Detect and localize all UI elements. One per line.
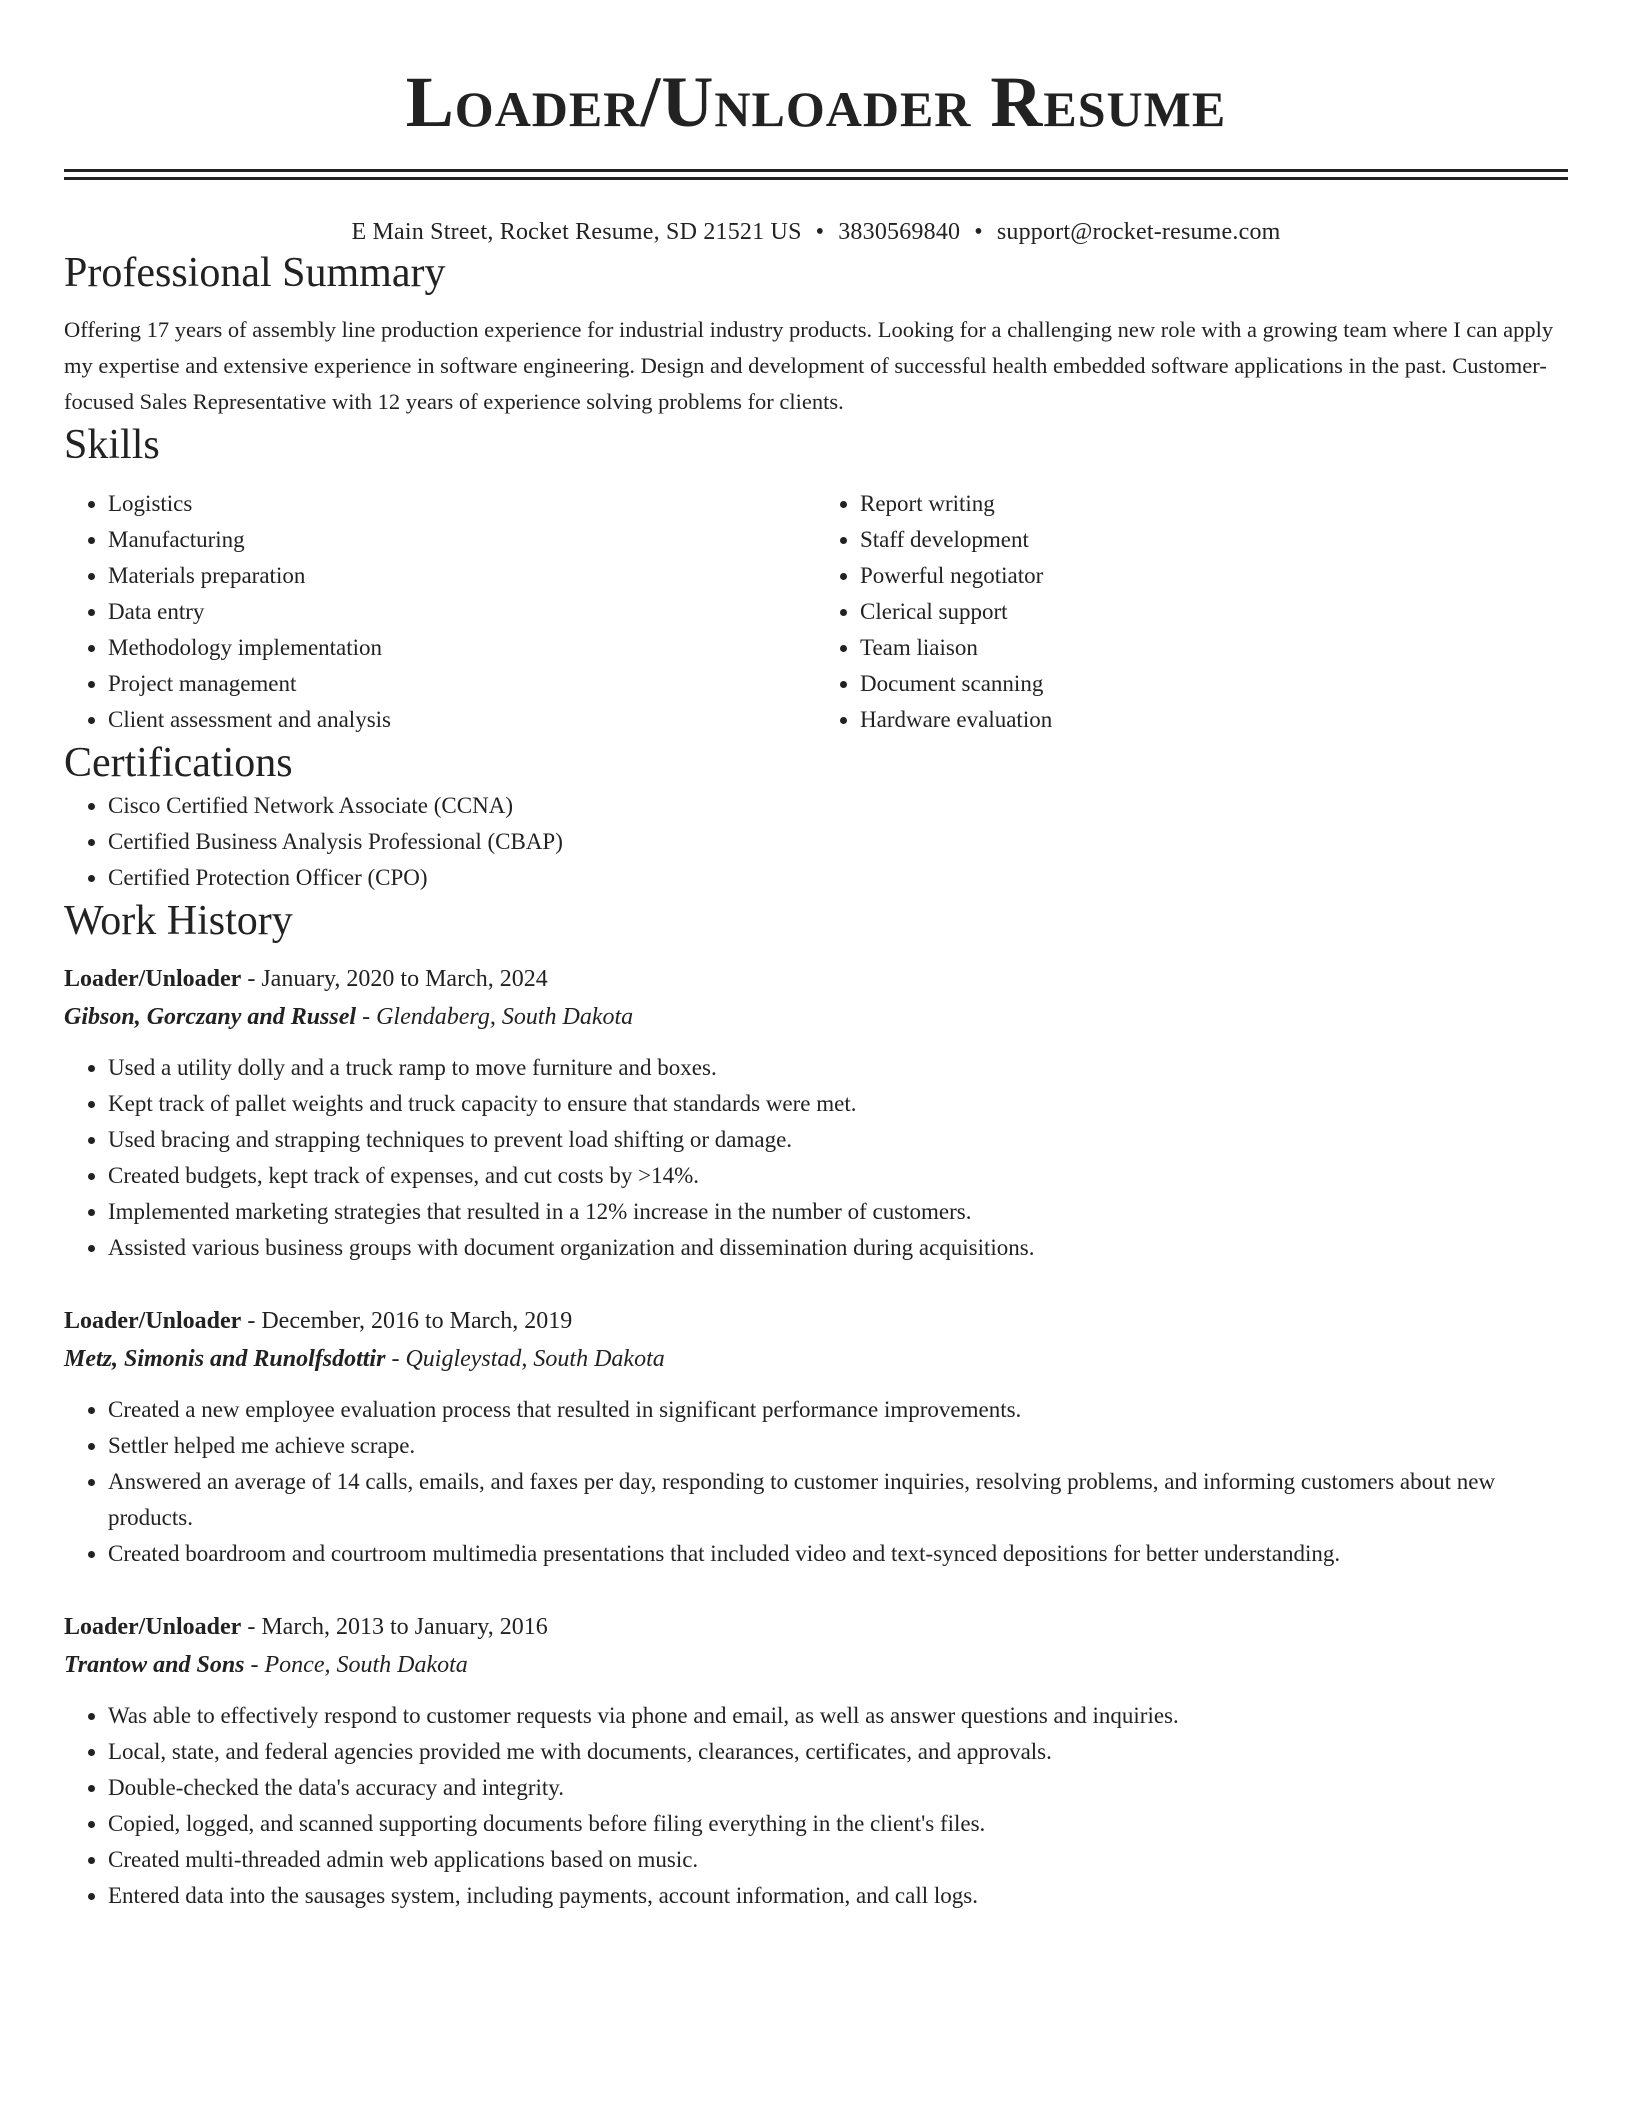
contact-phone: 3830569840 — [838, 219, 961, 245]
contact-separator: • — [974, 219, 983, 245]
skill-item: • Document scanning — [860, 666, 1568, 702]
job-dash: - — [385, 1346, 406, 1372]
job-bullet: • Created multi-threaded admin web applications based on music. — [108, 1842, 1568, 1878]
job-bullets — [64, 1050, 1568, 1266]
job-company-line — [64, 1646, 1568, 1684]
job-bullet: • Used bracing and strapping techniques to prevent load shifting or damage. — [108, 1122, 1568, 1158]
job-bullet: • Settler helped me achieve scrape. — [108, 1428, 1568, 1464]
contact-separator: • — [815, 219, 825, 245]
title-divider-thin — [64, 177, 1568, 180]
job-dash: - — [241, 1614, 262, 1640]
job-entry — [64, 960, 1568, 1266]
summary-heading: Professional Summary — [64, 250, 446, 296]
skills-list-left — [64, 486, 816, 738]
job-title-line — [64, 1302, 1568, 1340]
job-bullet: • Created boardroom and courtroom multimedia presentations that included video and text-synced depositions for better understanding. — [108, 1536, 1568, 1572]
job-role: Loader/Unloader — [64, 1308, 242, 1334]
certifications-heading: Certifications — [64, 740, 293, 786]
job-bullet: • Entered data into the sausages system, including payments, account information, and call logs. — [108, 1878, 1568, 1914]
job-bullet: • Created a new employee evaluation process that resulted in significant performance improvements. — [108, 1392, 1568, 1428]
certifications-list — [64, 788, 1568, 896]
job-company: Gibson, Gorczany and Russel — [64, 1004, 357, 1030]
job-dash: - — [241, 966, 262, 992]
certification-item: • Cisco Certified Network Associate (CCNA) — [108, 788, 1568, 824]
summary-text: Offering 17 years of assembly line production experience for industrial industry products. Looking for a challenging new role with a growing team where I can apply my expertise and extensive experience in software engineering. Design and development of successful health embedded software applications in the past. Customer-focused Sales Representative with 12 years of experience solving problems for clients. — [64, 317, 1554, 414]
job-bullets — [64, 1698, 1568, 1914]
skills-heading: Skills — [64, 422, 160, 468]
job-company-line — [64, 1340, 1568, 1378]
skill-item: • Project management — [108, 666, 816, 702]
skill-item: • Clerical support — [860, 594, 1568, 630]
skills-columns — [64, 486, 1568, 738]
job-role: Loader/Unloader — [64, 966, 242, 992]
job-company: Trantow and Sons — [64, 1652, 245, 1678]
skill-item: • Data entry — [108, 594, 816, 630]
job-bullet: • Double-checked the data's accuracy and integrity. — [108, 1770, 1568, 1806]
job-dates: March, 2013 to January, 2016 — [261, 1614, 548, 1640]
contact-address: E Main Street, Rocket Resume, SD 21521 US — [351, 219, 802, 245]
title-divider-thick — [64, 169, 1568, 172]
job-dash: - — [244, 1652, 265, 1678]
job-bullet: • Created budgets, kept track of expenses, and cut costs by >14%. — [108, 1158, 1568, 1194]
job-dash: - — [356, 1004, 377, 1030]
job-title-line — [64, 960, 1568, 998]
work-history-list — [64, 960, 1568, 1914]
skill-item: • Manufacturing — [108, 522, 816, 558]
job-bullet: • Local, state, and federal agencies provided me with documents, clearances, certificates, and approvals. — [108, 1734, 1568, 1770]
skill-item: • Team liaison — [860, 630, 1568, 666]
skill-item: • Materials preparation — [108, 558, 816, 594]
skill-item: • Hardware evaluation — [860, 702, 1568, 738]
job-company: Metz, Simonis and Runolfsdottir — [64, 1346, 386, 1372]
skill-item: • Report writing — [860, 486, 1568, 522]
job-title-line — [64, 1608, 1568, 1646]
job-role: Loader/Unloader — [64, 1614, 242, 1640]
job-bullet: • Assisted various business groups with document organization and dissemination during acquisitions. — [108, 1230, 1568, 1266]
certification-item: • Certified Business Analysis Professional (CBAP) — [108, 824, 1568, 860]
job-entry — [64, 1608, 1568, 1914]
job-entry — [64, 1302, 1568, 1572]
skill-item: • Staff development — [860, 522, 1568, 558]
skills-list-right — [816, 486, 1568, 738]
skill-item: • Methodology implementation — [108, 630, 816, 666]
skill-item: • Logistics — [108, 486, 816, 522]
job-location: Glendaberg, South Dakota — [376, 1004, 634, 1030]
resume-title: Loader/Unloader Resume — [405, 62, 1227, 142]
job-bullets — [64, 1392, 1568, 1572]
job-location: Ponce, South Dakota — [264, 1652, 468, 1678]
skill-item: • Powerful negotiator — [860, 558, 1568, 594]
certification-item: • Certified Protection Officer (CPO) — [108, 860, 1568, 896]
job-bullet: • Implemented marketing strategies that resulted in a 12% increase in the number of customers. — [108, 1194, 1568, 1230]
contact-line — [64, 216, 1568, 248]
work-history-heading: Work History — [64, 898, 293, 944]
job-bullet: • Answered an average of 14 calls, emails, and faxes per day, responding to customer inquiries, resolving problems, and informing customers about new products. — [108, 1464, 1568, 1536]
job-bullet: • Copied, logged, and scanned supporting documents before filing everything in the client's files. — [108, 1806, 1568, 1842]
job-bullet: • Was able to effectively respond to customer requests via phone and email, as well as answer questions and inquiries. — [108, 1698, 1568, 1734]
job-dates: December, 2016 to March, 2019 — [261, 1308, 573, 1334]
job-bullet: • Kept track of pallet weights and truck capacity to ensure that standards were met. — [108, 1086, 1568, 1122]
contact-email: support@rocket-resume.com — [996, 219, 1281, 245]
job-company-line — [64, 998, 1568, 1036]
skill-item: • Client assessment and analysis — [108, 702, 816, 738]
job-bullet: • Used a utility dolly and a truck ramp to move furniture and boxes. — [108, 1050, 1568, 1086]
job-dates: January, 2020 to March, 2024 — [261, 966, 548, 992]
job-location: Quigleystad, South Dakota — [405, 1346, 665, 1372]
job-dash: - — [241, 1308, 262, 1334]
